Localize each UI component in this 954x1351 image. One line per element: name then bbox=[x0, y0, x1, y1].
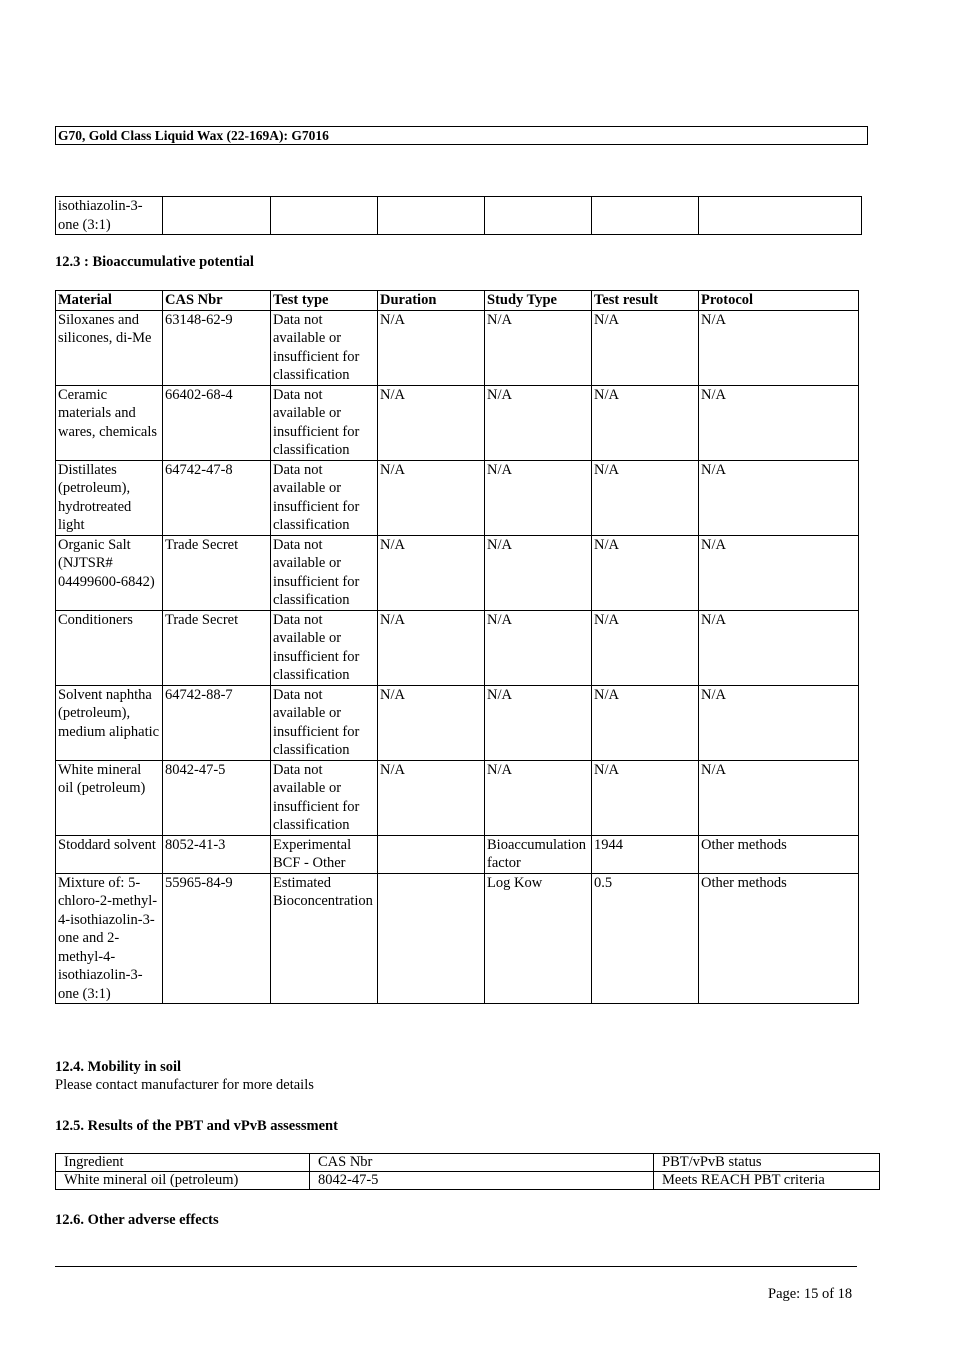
table-row bbox=[56, 460, 859, 535]
table-row bbox=[56, 760, 859, 835]
document-header: G70, Gold Class Liquid Wax (22-169A): G7016 bbox=[55, 126, 868, 145]
section-title-12-4: 12.4. Mobility in soil bbox=[55, 1059, 182, 1075]
table-row bbox=[56, 197, 862, 235]
table-cell: N/A bbox=[699, 460, 859, 535]
table-cell: 1944 bbox=[592, 835, 699, 873]
table-cell: Siloxanes and silicones, di-Me bbox=[56, 310, 163, 385]
table-cell: N/A bbox=[378, 310, 485, 385]
column-header-material: Material bbox=[56, 291, 163, 311]
table-cell: Organic Salt (NJTSR# 04499600-6842) bbox=[56, 535, 163, 610]
table-cell: N/A bbox=[485, 460, 592, 535]
column-header-duration: Duration bbox=[378, 291, 485, 311]
table-row bbox=[56, 1172, 880, 1190]
table-cell: Mixture of: 5-chloro-2-methyl-4-isothiazolin-3-one and 2-methyl-4-isothiazolin-3-one (3:1) bbox=[56, 873, 163, 1004]
table-cell: N/A bbox=[592, 760, 699, 835]
table-cell: Stoddard solvent bbox=[56, 835, 163, 873]
table-cell: N/A bbox=[699, 760, 859, 835]
table-cell: N/A bbox=[699, 310, 859, 385]
table-cell: N/A bbox=[378, 760, 485, 835]
table-cell: Data not available or insufficient for classification bbox=[271, 460, 378, 535]
bioaccumulative-table bbox=[55, 290, 859, 1004]
table-cell: N/A bbox=[378, 535, 485, 610]
table-cell: N/A bbox=[592, 460, 699, 535]
table-cell: 8042-47-5 bbox=[310, 1172, 654, 1190]
column-header-protocol: Protocol bbox=[699, 291, 859, 311]
column-header-cas: CAS Nbr bbox=[310, 1154, 654, 1172]
table-cell: Distillates (petroleum), hydrotreated light bbox=[56, 460, 163, 535]
table-cell: N/A bbox=[485, 685, 592, 760]
table-cell: White mineral oil (petroleum) bbox=[56, 1172, 310, 1190]
table-row bbox=[56, 835, 859, 873]
table-cell bbox=[378, 835, 485, 873]
table-cell: N/A bbox=[592, 685, 699, 760]
table-cell: Solvent naphtha (petroleum), medium aliphatic bbox=[56, 685, 163, 760]
table-cell: Estimated Bioconcentration bbox=[271, 873, 378, 1004]
table-cell: N/A bbox=[485, 760, 592, 835]
table-cell: N/A bbox=[485, 310, 592, 385]
table-cell bbox=[378, 197, 485, 235]
section-title-12-5: 12.5. Results of the PBT and vPvB assessment bbox=[55, 1118, 338, 1134]
table-cell: N/A bbox=[699, 535, 859, 610]
table-cell: 0.5 bbox=[592, 873, 699, 1004]
table-cell: N/A bbox=[699, 385, 859, 460]
table-cell: 64742-47-8 bbox=[163, 460, 271, 535]
table-cell: 63148-62-9 bbox=[163, 310, 271, 385]
table-header-row bbox=[56, 1154, 880, 1172]
page-number: Page: 15 of 18 bbox=[768, 1286, 853, 1302]
table-row bbox=[56, 535, 859, 610]
table-cell: White mineral oil (petroleum) bbox=[56, 760, 163, 835]
table-cell: 66402-68-4 bbox=[163, 385, 271, 460]
table-cell: N/A bbox=[378, 685, 485, 760]
table-cell: Data not available or insufficient for classification bbox=[271, 385, 378, 460]
table-cell: N/A bbox=[592, 610, 699, 685]
table-cell: isothiazolin-3-one (3:1) bbox=[56, 197, 163, 235]
table-cell: 55965-84-9 bbox=[163, 873, 271, 1004]
table-cell: Experimental BCF - Other bbox=[271, 835, 378, 873]
column-header-study-type: Study Type bbox=[485, 291, 592, 311]
table-cell: N/A bbox=[592, 385, 699, 460]
table-row bbox=[56, 685, 859, 760]
table-cell: N/A bbox=[378, 610, 485, 685]
table-cell: Data not available or insufficient for classification bbox=[271, 310, 378, 385]
table-cell: Ceramic materials and wares, chemicals bbox=[56, 385, 163, 460]
table-cell: Conditioners bbox=[56, 610, 163, 685]
table-cell bbox=[378, 873, 485, 1004]
table-row bbox=[56, 385, 859, 460]
table-cell: Data not available or insufficient for classification bbox=[271, 760, 378, 835]
table-cell: N/A bbox=[699, 610, 859, 685]
table-cell: Log Kow bbox=[485, 873, 592, 1004]
table-cell: Trade Secret bbox=[163, 535, 271, 610]
table-cell: Bioaccumulation factor bbox=[485, 835, 592, 873]
continued-table bbox=[55, 196, 862, 235]
table-cell: N/A bbox=[592, 310, 699, 385]
table-cell: N/A bbox=[378, 460, 485, 535]
table-cell: N/A bbox=[699, 685, 859, 760]
section-title-12-6: 12.6. Other adverse effects bbox=[55, 1212, 219, 1228]
column-header-ingredient: Ingredient bbox=[56, 1154, 310, 1172]
table-row bbox=[56, 610, 859, 685]
table-cell: 8052-41-3 bbox=[163, 835, 271, 873]
table-cell: Other methods bbox=[699, 873, 859, 1004]
section-title-12-3: 12.3 : Bioaccumulative potential bbox=[55, 254, 254, 270]
table-cell: 64742-88-7 bbox=[163, 685, 271, 760]
table-cell: N/A bbox=[485, 610, 592, 685]
table-cell bbox=[271, 197, 378, 235]
table-row bbox=[56, 873, 859, 1004]
table-cell bbox=[699, 197, 862, 235]
table-cell: Data not available or insufficient for classification bbox=[271, 685, 378, 760]
table-cell: Meets REACH PBT criteria bbox=[654, 1172, 880, 1190]
table-cell: Other methods bbox=[699, 835, 859, 873]
table-cell bbox=[592, 197, 699, 235]
table-cell: N/A bbox=[485, 385, 592, 460]
table-cell: N/A bbox=[592, 535, 699, 610]
table-cell bbox=[485, 197, 592, 235]
pbt-table bbox=[55, 1153, 880, 1190]
table-cell: Data not available or insufficient for classification bbox=[271, 610, 378, 685]
table-cell: N/A bbox=[485, 535, 592, 610]
column-header-cas: CAS Nbr bbox=[163, 291, 271, 311]
table-cell: N/A bbox=[378, 385, 485, 460]
table-cell: Trade Secret bbox=[163, 610, 271, 685]
table-cell: Data not available or insufficient for classification bbox=[271, 535, 378, 610]
column-header-test-result: Test result bbox=[592, 291, 699, 311]
mobility-text: Please contact manufacturer for more details bbox=[55, 1077, 314, 1093]
table-cell: 8042-47-5 bbox=[163, 760, 271, 835]
footer-divider bbox=[55, 1266, 857, 1267]
column-header-pbt-status: PBT/vPvB status bbox=[654, 1154, 880, 1172]
table-cell bbox=[163, 197, 271, 235]
table-header-row bbox=[56, 291, 859, 311]
table-row bbox=[56, 310, 859, 385]
column-header-test-type: Test type bbox=[271, 291, 378, 311]
